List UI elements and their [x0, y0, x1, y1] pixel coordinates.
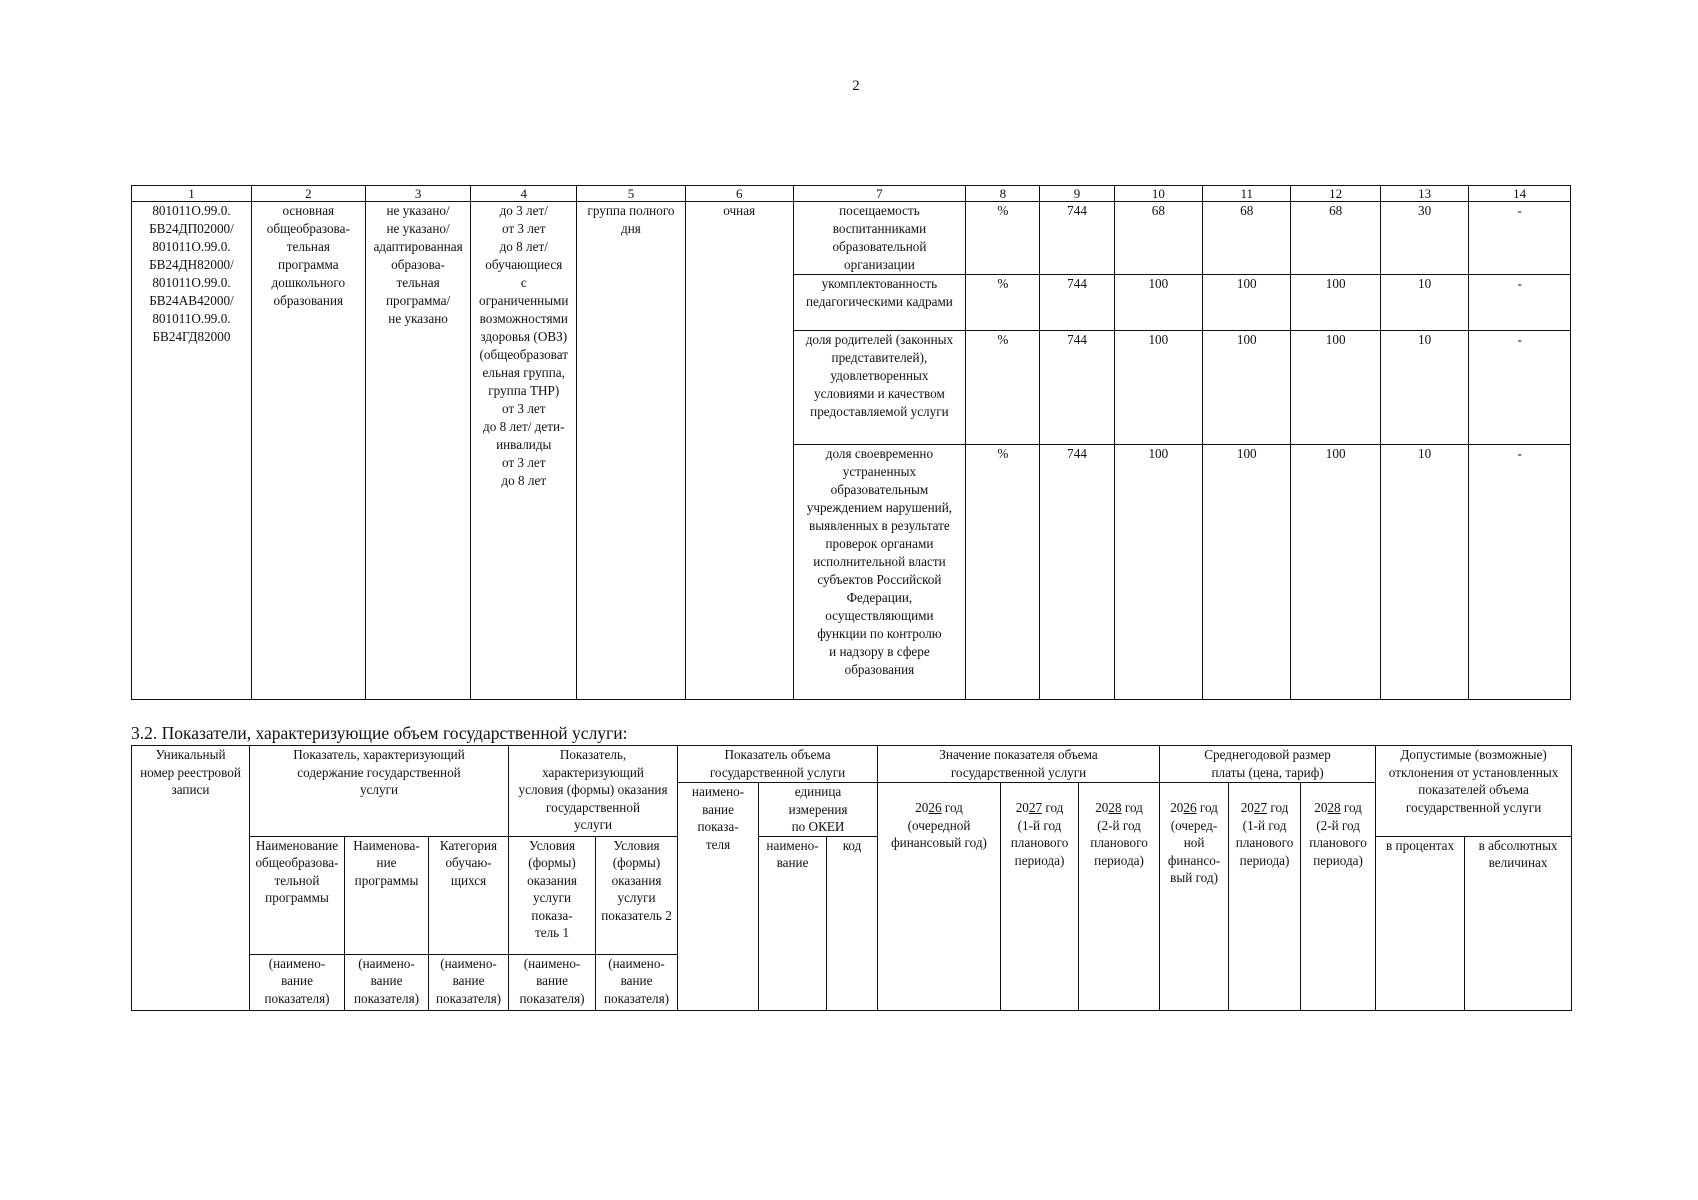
header-price-year3: 2028 год (2-й год планового периода) [1301, 783, 1376, 1011]
col-number: 9 [1040, 186, 1114, 202]
name-label: (наимено- вание показателя) [509, 954, 596, 1010]
program-name-cell: основная общеобразова- тельная программа дошкольного образования [251, 202, 365, 700]
year2-value: 100 [1203, 445, 1291, 700]
year2-value: 68 [1203, 202, 1291, 275]
page-number: 2 [852, 78, 860, 94]
subheader-unit-name: наимено- вание [759, 836, 827, 1010]
indicator-name: укомплектованность педагогическими кадрами [793, 275, 966, 331]
okei-cell: 744 [1040, 275, 1114, 331]
condition1-cell: группа полного дня [577, 202, 686, 700]
header-volume-year3: 2028 год (2-й год планового периода) [1079, 783, 1160, 1011]
col-number: 4 [471, 186, 577, 202]
column-number-row [132, 186, 1571, 202]
deviation-percent: 10 [1380, 331, 1468, 445]
col-number: 12 [1291, 186, 1380, 202]
unit-cell: % [966, 275, 1040, 331]
header-price-year1: 2026 год (очеред- ной финансо- вый год) [1160, 783, 1229, 1011]
subheader-program-name: Наименование общеобразова- тельной программы [250, 836, 345, 954]
header-unit-measure: единица измерения по ОКЕИ [759, 783, 878, 837]
col-number: 10 [1114, 186, 1202, 202]
header-volume-year1: 2026 год (очередной финансовый год) [878, 783, 1001, 1011]
header-price-year2: 2027 год (1-й год планового периода) [1229, 783, 1301, 1011]
col-number: 7 [793, 186, 966, 202]
header-volume-indicator: Показатель объема государственной услуги [678, 746, 878, 783]
header-row [132, 746, 1572, 783]
name-label: (наимено- вание показателя) [345, 954, 429, 1010]
deviation-percent: 10 [1380, 445, 1468, 700]
year3-value: 100 [1291, 331, 1380, 445]
okei-cell: 744 [1040, 445, 1114, 700]
volume-indicators-table [131, 745, 1572, 1011]
deviation-absolute: - [1469, 331, 1571, 445]
header-average-price: Среднегодовой размер платы (цена, тариф) [1160, 746, 1376, 783]
header-deviation: Допустимые (возможные) отклонения от установленных показателей объема государственной услуги [1376, 746, 1572, 837]
name-label: (наимено- вание показателя) [596, 954, 678, 1010]
name-label: (наимено- вание показателя) [250, 954, 345, 1010]
col-number: 6 [685, 186, 793, 202]
unit-cell: % [966, 445, 1040, 700]
program-type-cell: не указано/ не указано/ адаптированная образова- тельная программа/ не указано [365, 202, 471, 700]
year2-value: 100 [1203, 331, 1291, 445]
year3-value: 68 [1291, 202, 1380, 275]
subheader-category: Категория обучаю- щихся [429, 836, 509, 954]
subheader-condition1: Условия (формы) оказания услуги показа- тель 1 [509, 836, 596, 954]
category-cell: до 3 лет/ от 3 лет до 8 лет/ обучающиеся с ограниченными возможностями здоровья (ОВЗ) (общеобразоват ельная группа, группа ТНР) от 3 лет до 8 лет/ дети- инвалиды от 3 лет до 8 лет [471, 202, 577, 700]
table-row [132, 202, 1571, 275]
year3-value: 100 [1291, 275, 1380, 331]
deviation-absolute: - [1469, 445, 1571, 700]
subheader-deviation-absolute: в абсолютных величинах [1465, 836, 1572, 1010]
header-volume-value: Значение показателя объема государственной услуги [878, 746, 1160, 783]
registry-code-cell: 801011О.99.0. БВ24ДП02000/ 801011О.99.0. БВ24ДН82000/ 801011О.99.0. БВ24АВ42000/ 801011О.99.0. БВ24ГД82000 [132, 202, 252, 700]
subheader-program-type: Наименова- ние программы [345, 836, 429, 954]
quality-indicators-table [131, 185, 1571, 700]
indicator-name: доля родителей (законных представителей), удовлетворенных условиями и качеством предоставляемой услуги [793, 331, 966, 445]
okei-cell: 744 [1040, 202, 1114, 275]
col-number: 5 [577, 186, 686, 202]
deviation-absolute: - [1469, 275, 1571, 331]
header-conditions-indicator: Показатель, характеризующий условия (формы) оказания государственной услуги [509, 746, 678, 837]
col-number: 14 [1469, 186, 1571, 202]
deviation-percent: 30 [1380, 202, 1468, 275]
unit-cell: % [966, 202, 1040, 275]
subheader-unit-code: код [827, 836, 878, 1010]
year1-value: 100 [1114, 445, 1202, 700]
subheader-condition2: Условия (формы) оказания услуги показатель 2 [596, 836, 678, 954]
indicator-name: доля своевременно устраненных образовательным учреждением нарушений, выявленных в результате проверок органами исполнительной власти субъектов Российской Федерации, осуществляющими функции по контролю и надзору в сфере образования [793, 445, 966, 700]
okei-cell: 744 [1040, 331, 1114, 445]
col-number: 8 [966, 186, 1040, 202]
header-unique-number: Уникальный номер реестровой записи [132, 746, 250, 1011]
name-label: (наимено- вание показателя) [429, 954, 509, 1010]
col-number: 3 [365, 186, 471, 202]
year1-value: 68 [1114, 202, 1202, 275]
deviation-absolute: - [1469, 202, 1571, 275]
col-number: 11 [1203, 186, 1291, 202]
col-number: 2 [251, 186, 365, 202]
year1-value: 100 [1114, 331, 1202, 445]
indicator-name: посещаемость воспитанниками образовательной организации [793, 202, 966, 275]
year1-value: 100 [1114, 275, 1202, 331]
deviation-percent: 10 [1380, 275, 1468, 331]
header-indicator-name: наимено- вание показа- теля [678, 783, 759, 1011]
condition2-cell: очная [685, 202, 793, 700]
year3-value: 100 [1291, 445, 1380, 700]
header-volume-year2: 2027 год (1-й год планового периода) [1001, 783, 1079, 1011]
header-content-indicator: Показатель, характеризующий содержание государственной услуги [250, 746, 509, 837]
unit-cell: % [966, 331, 1040, 445]
col-number: 1 [132, 186, 252, 202]
subheader-deviation-percent: в процентах [1376, 836, 1465, 1010]
year2-value: 100 [1203, 275, 1291, 331]
section-title: 3.2. Показатели, характеризующие объем государственной услуги: [131, 723, 628, 743]
col-number: 13 [1380, 186, 1468, 202]
